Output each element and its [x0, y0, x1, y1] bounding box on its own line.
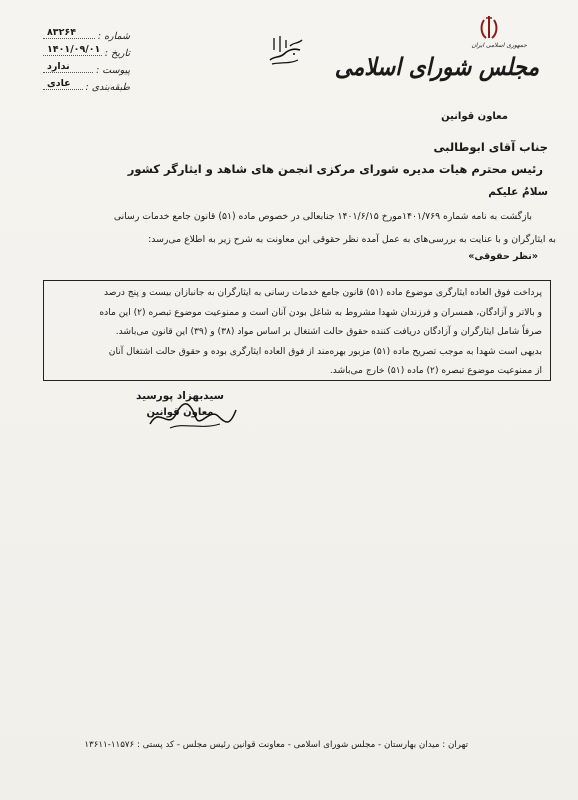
letter-meta — [40, 28, 130, 96]
republic-line: جمهوری اسلامی ایران — [471, 42, 527, 49]
intro-paragraph — [36, 205, 556, 251]
parliament-name: مجلس شورای اسلامی — [334, 52, 539, 81]
date-label: تاریخ : — [104, 48, 130, 59]
basmala-calligraphy — [264, 30, 308, 70]
signer-title: معاون قوانین — [146, 407, 214, 418]
date-value: ۱۴۰۱/۰۹/۰۱ — [47, 44, 101, 55]
attachment-row — [40, 62, 130, 79]
classification-row — [40, 79, 130, 96]
number-value: ۸۳۲۶۴ — [47, 27, 76, 38]
number-label: شماره : — [97, 31, 130, 42]
legal-opinion-box — [43, 280, 551, 381]
footer-address: تهران : میدان بهارستان - مجلس شورای اسلامی - معاونت قوانین رئیس مجلس - کد پستی : ۱۱۵۷۶-۱۳۶۱۱ — [84, 740, 468, 750]
opinion-line: و بالاتر و آزادگان، همسران و فرزندان شهدا مشروط به شاغل بودن آنان است و ممنوعیت موضوع تبصره (۲) این ماده — [99, 307, 542, 318]
iran-emblem-icon — [478, 14, 500, 40]
opinion-line: بدیهی است شهدا به موجب تصریح ماده (۵۱) مزبور بهره‌مند از فوق العاده ایثارگری بوده و حقوق حالت اشتغال آنان — [108, 346, 542, 357]
opinion-line: از ممنوعیت موضوع تبصره (۲) ماده (۵۱) خارج می‌باشد. — [329, 366, 542, 376]
attachment-label: پیوست : — [96, 65, 130, 76]
opinion-line: پرداخت فوق العاده ایثارگری موضوع ماده (۵۱) قانون جامع خدمات رسانی به ایثارگران به جانبازان بیست و پنج درصد — [103, 288, 542, 298]
attachment-value: ندارد — [47, 61, 70, 72]
addressee: جناب آقای ابوطالبی — [433, 140, 548, 154]
greeting: سلامٌ علیکم — [488, 186, 548, 198]
handwritten-signature — [140, 396, 240, 436]
opinion-heading: «نظر حقوقی» — [468, 251, 538, 262]
number-row — [40, 28, 130, 45]
opinion-line: صرفاً شامل ایثارگران و آزادگان دریافت کننده حقوق حالت اشتغال بر اساس مواد (۳۸) و (۳۹) این قانون می‌باشد. — [115, 327, 542, 337]
parliament-logotype — [334, 40, 545, 100]
intro-line-2: به ایثارگران و با عنایت به بررسی‌های به عمل آمده نظر حقوقی این معاونت به شرح زیر به اطلاع می‌رسد: — [148, 234, 556, 245]
signer-name: سیدبهزاد پورسید — [136, 390, 224, 402]
classification-label: طبقه‌بندی : — [85, 82, 130, 93]
intro-line-1: بازگشت به نامه شماره ۱۴۰۱/۷۶۹مورخ ۱۴۰۱/۶/۱۵ جنابعالی در خصوص ماده (۵۱) قانون جامع خدمات رسانی — [113, 211, 532, 222]
date-row — [40, 45, 130, 62]
department-title: معاون قوانین — [441, 111, 508, 122]
classification-value: عادی — [47, 78, 71, 89]
subject-line: رئیس محترم هیات مدیره شورای مرکزی انجمن های شاهد و ایثارگر کشور — [127, 162, 543, 176]
